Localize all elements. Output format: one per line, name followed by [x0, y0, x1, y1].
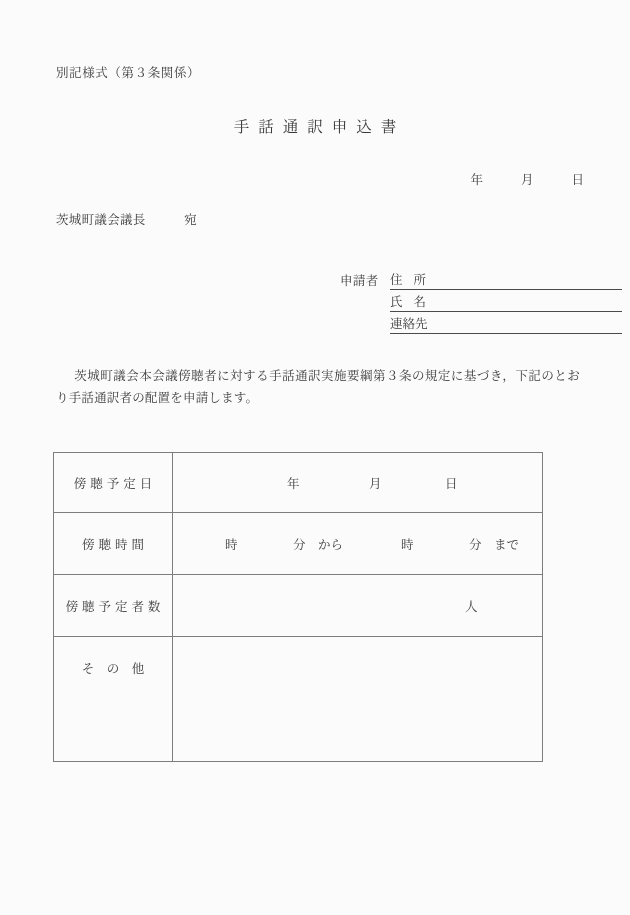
paragraph-text: 茨城町議会本会議傍聴者に対する手話通訳実施要綱第３条の規定に基づき，下記のとおり手話通訳者の配置を申請します。 [56, 368, 580, 405]
hearing-date-month-label: 月 [369, 475, 382, 491]
hearing-time-end-hour-label: 時 [401, 536, 414, 552]
row-label-hearing-time: 傍 聴 時 間 [54, 513, 173, 575]
applicant-label: 申請者 [340, 273, 379, 288]
row-label-expected-attendees: 傍 聴 予 定 者 数 [54, 575, 173, 637]
addressee-name: 茨城町議会議長 [56, 212, 146, 227]
page-title: 手話通訳申込書 [233, 118, 406, 136]
form-number: 別記様式（第３条関係） [56, 65, 201, 80]
row-value-hearing-time[interactable] [173, 513, 543, 575]
hearing-date-year-label: 年 [287, 475, 300, 491]
applicant-name-label [390, 292, 426, 310]
applicant-address-label [390, 270, 426, 288]
table-row [54, 453, 543, 513]
row-label-other: そ の 他 [54, 637, 173, 762]
applicant-address-row[interactable] [390, 268, 622, 290]
hearing-time-end-minute-label: 分 まで [469, 536, 520, 552]
applicant-fields [390, 268, 622, 334]
date-line [471, 170, 584, 188]
addressee-honorific: 宛 [184, 212, 197, 227]
applicant-address-label-b: 所 [413, 272, 427, 287]
date-month-label: 月 [521, 172, 534, 187]
applicant-contact-label: 連絡先 [390, 316, 428, 331]
hearing-time-start-minute-label: 分 から [293, 536, 344, 552]
applicant-name-row[interactable] [390, 290, 622, 312]
table-row [54, 575, 543, 637]
applicant-name-label-a: 氏 [390, 294, 403, 309]
applicant-name-label-b: 名 [413, 294, 427, 309]
applicant-address-label-a: 住 [390, 272, 403, 287]
row-value-hearing-date[interactable] [173, 453, 543, 513]
date-year-label: 年 [470, 172, 484, 187]
table-row [54, 513, 543, 575]
applicant-contact-row[interactable] [390, 312, 622, 334]
row-value-expected-attendees[interactable] [173, 575, 543, 637]
row-label-hearing-date: 傍 聴 予 定 日 [54, 453, 173, 513]
hearing-date-day-label: 日 [445, 475, 458, 491]
application-details-table [53, 452, 543, 762]
table-row [54, 637, 543, 762]
row-value-other[interactable] [173, 637, 543, 762]
hearing-time-start-hour-label: 時 [225, 536, 238, 552]
addressee [56, 210, 197, 228]
body-paragraph [56, 365, 580, 409]
expected-attendees-unit-label: 人 [465, 598, 478, 614]
applicant-block [340, 268, 622, 334]
date-day-label: 日 [571, 172, 584, 187]
